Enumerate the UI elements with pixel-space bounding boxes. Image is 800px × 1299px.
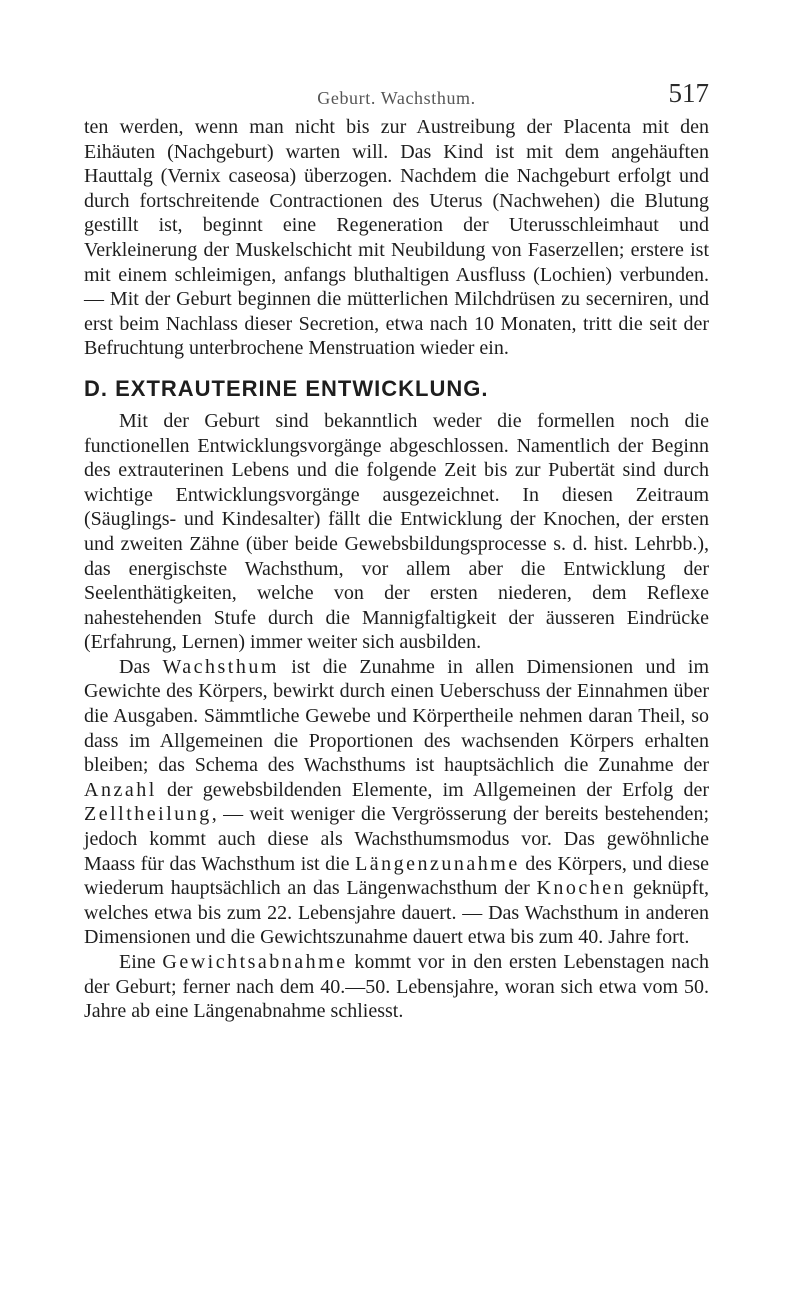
term-anzahl: Anzahl <box>84 778 157 801</box>
section-heading: D. EXTRAUTERINE ENTWICKLUNG. <box>84 375 489 401</box>
paragraph-continuation: ten werden, wenn man nicht bis zur Austreibung der Placenta mit den Eihäuten (Nachgeburt) warten will. Das Kind ist mit dem angehäuften Hauttalg (Vernix caseosa) überzogen. Nachdem die Nachgeburt erfolgt und durch fortschreitende Contractionen des Uterus (Nachwehen) die Blutung gestillt ist, beginnt eine Regeneration der Uterusschleimhaut und Verkleinerung der Muskelschicht mit Neubildung von Faserzellen; erstere ist mit einem schleimigen, anfangs bluthaltigen Ausfluss (Lochien) verbunden. — Mit der Geburt beginnen die mütterlichen Milchdrüsen zu secerniren, und erst beim Nachlass dieser Secretion, etwa nach 10 Monaten, tritt die seit der Befruchtung unterbrochene Menstruation wieder ein. <box>84 116 709 360</box>
running-header <box>84 78 709 118</box>
term-laengenzunahme: Längenzunahme <box>355 852 520 875</box>
term-zelltheilung: Zelltheilung <box>84 803 212 826</box>
body-text <box>84 115 709 1024</box>
paragraph-wachsthum: Das Wachsthum ist die Zunahme in allen Dimensionen und im Gewichte des Körpers, bewirkt durch einen Ueberschuss der Einnahmen über die Ausgaben. Sämmtliche Gewebe und Körpertheile nehmen daran Theil, so dass im Allgemeinen die Proportionen des wachsenden Körpers erhalten bleiben; das Schema des Wachsthums ist hauptsächlich die Zunahme der Anzahl der gewebsbildenden Elemente, im Allgemeinen der Erfolg der Zelltheilung, — weit weniger die Vergrösserung der bereits bestehenden; jedoch kommt auch diese als Wachsthumsmodus vor. Das gewöhnliche Maass für das Wachsthum ist die Längenzunahme des Körpers, und diese wiederum hauptsächlich an das Längenwachsthum der Knochen geknüpft, welches etwa bis zum 22. Lebensjahre dauert. — Das Wachsthum in anderen Dimensionen und die Gewichtszunahme dauert etwa bis zum 40. Jahre fort. <box>84 655 709 949</box>
term-knochen: Knochen <box>536 877 627 900</box>
page-number: 517 <box>668 78 709 108</box>
term-gewichtsabnahme: Gewichtsabnahme <box>162 951 348 973</box>
paragraph-extrauterine-intro: Mit der Geburt sind bekanntlich weder die formellen noch die functionellen Entwicklungsvorgänge abgeschlossen. Namentlich der Beginn des extrauterinen Lebens und die folgende Zeit bis zur Pubertät sind durch wichtige Entwicklungsvorgänge ausgezeichnet. In diesen Zeitraum (Säuglings- und Kindesalter) fällt die Entwicklung der Knochen, der ersten und zweiten Zähne (über beide Gewebsbildungsprocesse s. d. hist. Lehrbb.), das energischste Wachsthum, vor allem aber die Entwicklung der Seelenthätigkeiten, welche von der ersten niederen, dem Reflexe nahestehenden Stufe durch die Mannigfaltigkeit der äusseren Eindrücke (Erfahrung, Lernen) immer weiter sich ausbilden. <box>84 409 709 654</box>
running-title: Geburt. Wachsthum. <box>317 88 476 108</box>
paragraph-gewichtsabnahme: Eine Gewichtsabnahme kommt vor in den ersten Lebenstagen nach der Geburt; ferner nach dem 40.—50. Lebensjahre, woran sich etwa vom 50. Jahre ab eine Längenabnahme schliesst. <box>84 951 709 1023</box>
term-wachsthum: Wachsthum <box>162 655 279 678</box>
